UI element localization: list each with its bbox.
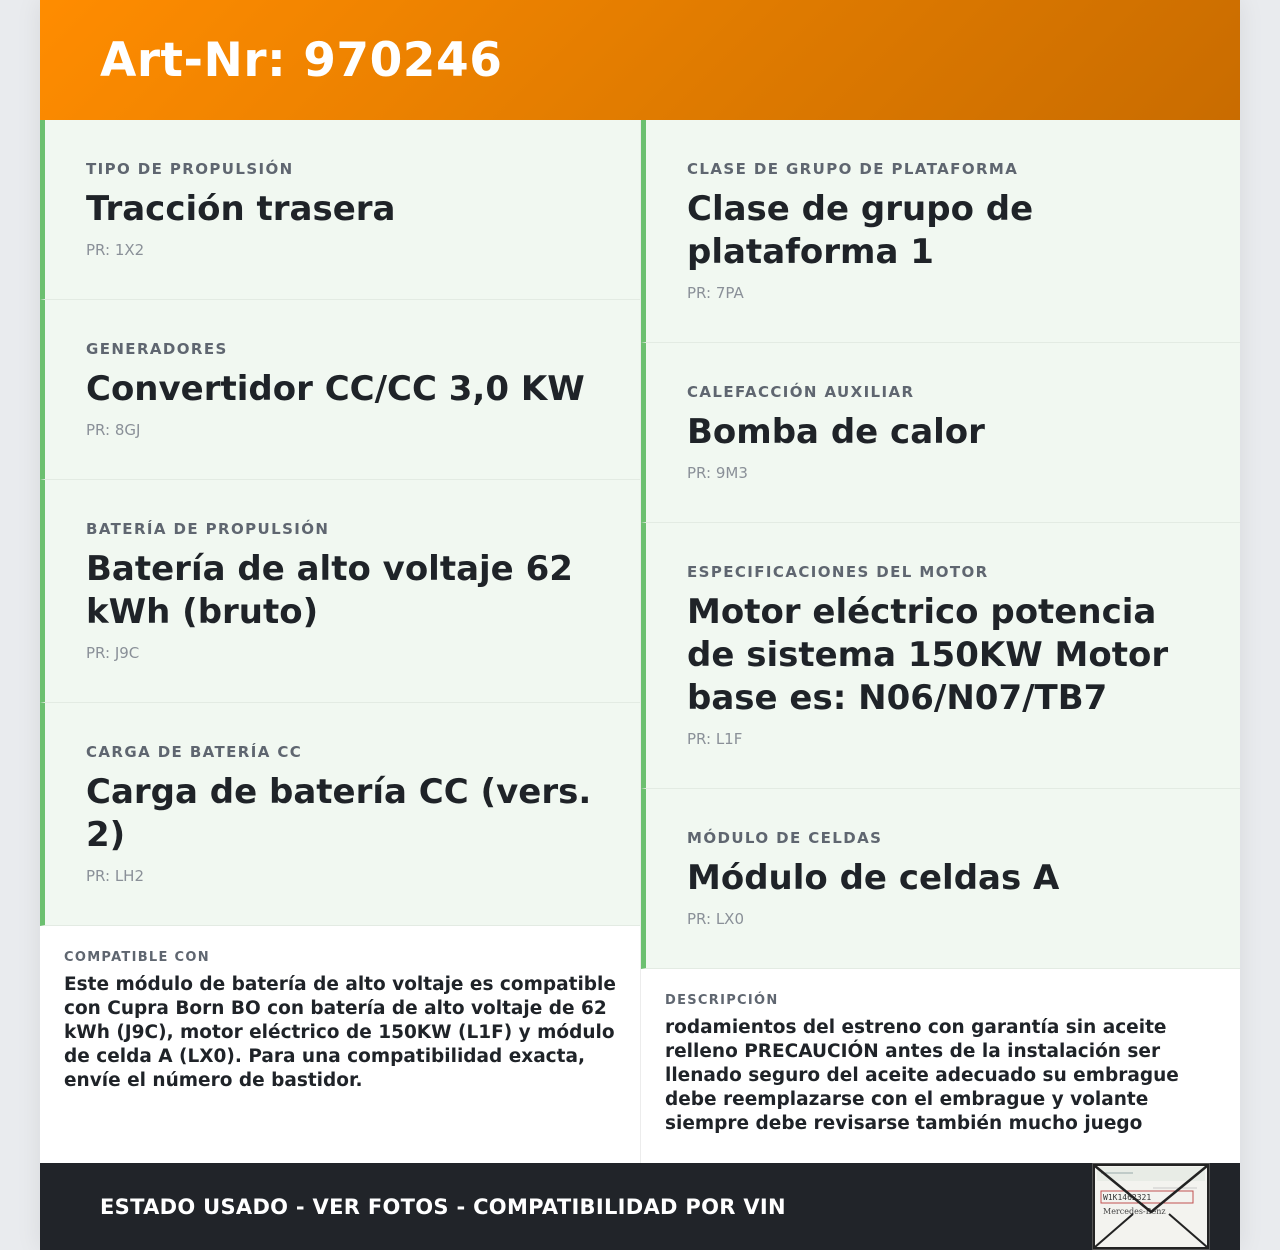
compatibility-text: Este módulo de batería de alto voltaje es compatible con Cupra Born BO con batería de alto voltaje de 62 kWh (J9C), motor eléctrico de 150KW (L1F) y módulo de celda A (LX0). Para una compatibilidad exacta, envíe el número de bastidor.: [64, 974, 616, 1091]
spec-value: Convertidor CC/CC 3,0 KW: [86, 369, 585, 409]
description-text: rodamientos del estreno con garantía sin aceite relleno PRECAUCIÓN antes de la instalación ser llenado seguro del aceite adecuado su embrague debe reemplazarse con el embrague y volante siempre debe revisarse también mucho juego: [665, 1017, 1179, 1134]
spec-value: Carga de batería CC (vers. 2): [86, 772, 592, 855]
spec-value: Clase de grupo de plataforma 1: [687, 189, 1034, 272]
spec-value: Tracción trasera: [86, 189, 396, 229]
spec-pr-code: PR: 7PA: [687, 284, 744, 302]
spec-label: TIPO DE PROPULSIÓN: [86, 160, 294, 178]
brand-text: Mercedes-Benz: [1103, 1207, 1166, 1216]
vin-plate-image: [1093, 1164, 1209, 1249]
spec-card-propulsion-battery: [40, 480, 640, 703]
description-label: DESCRIPCIÓN: [665, 993, 779, 1008]
spec-pr-code: PR: LH2: [86, 867, 145, 885]
vin-number-text: W1K1462321: [1103, 1193, 1152, 1202]
spec-label: CLASE DE GRUPO DE PLATAFORMA: [687, 160, 1019, 178]
spec-value: Batería de alto voltaje 62 kWh (bruto): [86, 549, 573, 632]
spec-pr-code: PR: LX0: [687, 910, 745, 928]
footer-bar: [40, 1163, 1240, 1250]
spec-pr-code: PR: 8GJ: [86, 421, 141, 439]
spec-column-right: [640, 120, 1240, 1163]
spec-card-platform-class: [641, 120, 1240, 343]
spec-label: ESPECIFICACIONES DEL MOTOR: [687, 563, 989, 581]
spec-card-motor-specs: [641, 523, 1240, 789]
header-banner: [40, 0, 1240, 120]
spec-value: Bomba de calor: [687, 412, 985, 452]
spec-pr-code: PR: L1F: [687, 730, 743, 748]
spec-pr-code: PR: 1X2: [86, 241, 145, 259]
spec-value: Motor eléctrico potencia de sistema 150KW Motor base es: N06/N07/TB7: [687, 592, 1169, 718]
compatibility-label: COMPATIBLE CON: [64, 950, 210, 965]
article-number-title: Art-Nr: 970246: [100, 32, 503, 88]
spec-column-left: [40, 120, 640, 1206]
spec-card-auxiliary-heating: [641, 343, 1240, 523]
vin-plate-thumbnail[interactable]: [1092, 1163, 1210, 1250]
spec-label: GENERADORES: [86, 340, 228, 358]
spec-card-dc-charging: [40, 703, 640, 926]
spec-value: Módulo de celdas A: [687, 858, 1060, 898]
spec-label: MÓDULO DE CELDAS: [687, 829, 883, 847]
spec-label: CALEFACCIÓN AUXILIAR: [687, 383, 915, 401]
spec-card-generators: [40, 300, 640, 480]
spec-pr-code: PR: J9C: [86, 644, 140, 662]
footer-status-text: ESTADO USADO - VER FOTOS - COMPATIBILIDAD POR VIN: [100, 1194, 786, 1219]
spec-label: BATERÍA DE PROPULSIÓN: [86, 520, 330, 538]
product-sheet: [40, 0, 1240, 1250]
spec-pr-code: PR: 9M3: [687, 464, 748, 482]
spec-grid: [40, 120, 1240, 1206]
spec-card-cell-module: [641, 789, 1240, 969]
spec-card-propulsion-type: [40, 120, 640, 300]
description-section: [641, 969, 1240, 1163]
spec-label: CARGA DE BATERÍA CC: [86, 743, 303, 761]
